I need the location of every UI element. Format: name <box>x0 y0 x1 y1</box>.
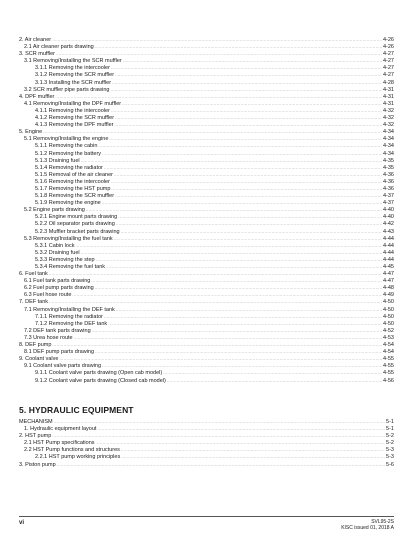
toc-dot-leader <box>57 461 385 468</box>
toc-entry[interactable] <box>19 79 394 86</box>
toc-entry-page: 4-36 <box>382 185 394 192</box>
toc-entry-title: 6.3 Fuel hose route <box>24 292 72 299</box>
toc-entry[interactable] <box>19 348 394 355</box>
toc-entry-page: 5-3 <box>386 454 394 461</box>
toc-dot-leader <box>106 263 382 270</box>
toc-entry-title: 7. DEF tank <box>19 299 49 306</box>
toc-entry-page: 4-44 <box>382 242 394 249</box>
toc-entry-title: 7.3 Urea hose route <box>24 334 73 341</box>
toc-entry[interactable] <box>19 142 394 149</box>
toc-entry-title: 2.2 HST Pump functions and structures <box>24 447 120 454</box>
toc-entry-page: 4-47 <box>382 271 394 278</box>
toc-entry-title: 4.1 Removing/Installing the DPF muffler <box>24 100 122 107</box>
toc-entry-page: 5-1 <box>386 419 394 425</box>
toc-entry-title: 9.1 Coolant valve parts drawing <box>24 363 102 370</box>
toc-entry-title: 3.1.1 Removing the intercooler <box>35 65 110 72</box>
toc-entry-title: 5.1.3 Draining fuel <box>35 157 80 164</box>
toc-dot-leader <box>108 320 382 327</box>
toc-dot-leader <box>86 206 382 213</box>
toc-entry-page: 4-35 <box>382 157 394 164</box>
toc-entry-title: 8.1 DEF pump parts drawing <box>24 349 95 356</box>
toc-entry-title: 5.2.1 Engine mount parts drawing <box>35 214 118 221</box>
toc-entry-page: 4-32 <box>382 122 394 129</box>
toc-entry-page: 4-34 <box>382 136 394 143</box>
toc-dot-leader <box>111 178 382 185</box>
toc-entry[interactable] <box>19 418 394 425</box>
toc-dot-leader <box>102 150 382 157</box>
toc-dot-leader <box>122 100 382 107</box>
toc-entry-title: 3. SCR muffler <box>19 51 55 58</box>
toc-entry-page: 4-52 <box>382 327 394 334</box>
toc-entry[interactable] <box>19 320 394 327</box>
toc-entry-title: 4.1.2 Removing the SCR muffler <box>35 115 115 122</box>
toc-dot-leader <box>49 270 382 277</box>
toc-entry-title: 5.3.1 Cabin lock <box>35 242 75 249</box>
toc-entry[interactable] <box>19 249 394 256</box>
toc-dot-leader <box>55 93 382 100</box>
toc-entry[interactable] <box>19 425 394 432</box>
toc-entry-page: 4-45 <box>382 264 394 270</box>
toc-entry[interactable] <box>19 71 394 78</box>
toc-entry-title: 7.1.1 Removing the radiator <box>35 313 103 320</box>
toc-entry-title: 5.2.3 Muffler bracket parts drawing <box>35 228 120 235</box>
toc-dot-leader <box>75 242 382 249</box>
toc-entry-title: 2. Air cleaner <box>19 37 52 43</box>
toc-dot-leader <box>121 446 385 453</box>
toc-dot-leader <box>92 327 382 334</box>
toc-entry-title: 2.2.1 HST pump working principles <box>35 454 121 461</box>
toc-entry-title: 5.2.2 Oil separator parts drawing <box>35 221 115 228</box>
toc-entry[interactable] <box>19 100 394 107</box>
toc-dot-leader <box>102 362 382 369</box>
toc-entry-page: 4-44 <box>382 249 394 256</box>
toc-entry-title: 5. Engine <box>19 129 43 136</box>
toc-entry-title: 7.1 Removing/Installing the DEF tank <box>24 306 115 313</box>
toc-dot-leader <box>43 128 382 135</box>
toc-entry-title: 5.3 Removing/Installing the fuel tank <box>24 235 113 242</box>
toc-dot-leader <box>96 256 382 263</box>
toc-entry-page: 4-55 <box>382 370 394 377</box>
toc-entry-title: 5.1.5 Removal of the air cleaner <box>35 171 113 178</box>
toc-entry-title: 6.1 Fuel tank parts drawing <box>24 278 91 285</box>
toc-dot-leader <box>95 43 382 50</box>
toc-dot-leader <box>115 192 382 199</box>
toc-dot-leader <box>167 377 382 384</box>
toc-dot-leader <box>54 418 385 425</box>
toc-entry[interactable] <box>19 277 394 284</box>
toc-entry[interactable] <box>19 270 394 277</box>
toc-dot-leader <box>97 425 385 432</box>
toc-dot-leader <box>111 185 382 192</box>
toc-entry-page: 4-50 <box>382 306 394 313</box>
toc-entry-title: MECHANISM <box>19 419 53 425</box>
toc-entry[interactable] <box>19 432 394 439</box>
toc-entry-page: 4-36 <box>382 178 394 185</box>
toc-entry-title: 4. DPF muffler <box>19 93 55 100</box>
toc-entry[interactable] <box>19 185 394 192</box>
toc-entry-title: 5.2 Engine parts drawing <box>24 207 85 214</box>
toc-entry-page: 4-31 <box>382 86 394 93</box>
toc-entry[interactable] <box>19 157 394 164</box>
toc-entry-title: 5.1.7 Removing the HST pump <box>35 185 111 192</box>
toc-entry[interactable] <box>19 135 394 142</box>
toc-dot-leader <box>49 298 382 305</box>
toc-entry[interactable] <box>19 242 394 249</box>
toc-list-hydraulic <box>19 418 394 468</box>
toc-entry-title: 2.1 HST Pump specifications <box>24 440 95 447</box>
toc-entry-page: 4-44 <box>382 256 394 263</box>
toc-entry-page: 4-36 <box>382 171 394 178</box>
toc-entry-title: 5.1 Removing/Installing the engine <box>24 136 109 143</box>
toc-entry-page: 4-56 <box>382 377 394 384</box>
toc-entry[interactable] <box>19 107 394 114</box>
toc-dot-leader <box>121 228 382 235</box>
toc-entry[interactable] <box>19 43 394 50</box>
toc-entry-page: 4-26 <box>382 37 394 43</box>
toc-dot-leader <box>104 164 382 171</box>
toc-dot-leader <box>91 277 382 284</box>
toc-dot-leader <box>104 313 382 320</box>
toc-dot-leader <box>114 171 382 178</box>
toc-entry-title: 3.2 SCR muffler pipe parts drawing <box>24 86 110 93</box>
toc-entry-page: 4-50 <box>382 313 394 320</box>
toc-entry[interactable] <box>19 220 394 227</box>
toc-entry-title: 5.1.1 Removing the cabin <box>35 143 98 150</box>
toc-dot-leader <box>98 142 382 149</box>
toc-entry[interactable] <box>19 199 394 206</box>
toc-entry[interactable] <box>19 171 394 178</box>
toc-dot-leader <box>123 57 382 64</box>
toc-entry-page: 5-3 <box>386 447 394 454</box>
toc-entry-title: 9.1.1 Coolant valve parts drawing (Open cab model) <box>35 370 163 377</box>
toc-dot-leader <box>52 432 385 439</box>
toc-dot-leader <box>81 157 382 164</box>
toc-entry-page: 4-55 <box>382 363 394 370</box>
toc-entry-page: 4-37 <box>382 200 394 207</box>
toc-entry-page: 4-37 <box>382 193 394 200</box>
toc-entry-title: 9.1.2 Coolant valve parts drawing (Closed cab model) <box>35 377 166 384</box>
toc-entry-page: 4-34 <box>382 143 394 150</box>
toc-entry[interactable] <box>19 327 394 334</box>
toc-entry-page: 4-26 <box>382 44 394 51</box>
toc-entry[interactable] <box>19 178 394 185</box>
toc-entry[interactable] <box>19 306 394 313</box>
toc-entry[interactable] <box>19 313 394 320</box>
toc-dot-leader <box>112 79 382 86</box>
toc-entry-title: 5.1.6 Removing the intercooler <box>35 178 110 185</box>
toc-entry[interactable] <box>19 291 394 298</box>
toc-entry-page: 4-35 <box>382 164 394 171</box>
toc-dot-leader <box>116 220 382 227</box>
toc-entry-title: 7.1.2 Removing the DEF tank <box>35 320 108 327</box>
toc-entry-title: 5.1.2 Removing the battery <box>35 150 102 157</box>
toc-entry-page: 5-2 <box>386 440 394 447</box>
footer-issue: KISC issued 01, 2018 A <box>341 525 394 531</box>
toc-entry-page: 4-27 <box>382 72 394 79</box>
toc-dot-leader <box>111 107 382 114</box>
toc-entry-page: 4-43 <box>382 228 394 235</box>
toc-dot-leader <box>52 36 382 43</box>
toc-entry-page: 4-47 <box>382 278 394 285</box>
toc-dot-leader <box>74 334 382 341</box>
toc-entry-title: 1. Hydraulic equipment layout <box>24 426 97 433</box>
section-heading: 5. HYDRAULIC EQUIPMENT <box>19 405 134 415</box>
toc-entry-title: 3.1.2 Removing the SCR muffler <box>35 72 115 79</box>
toc-entry-page: 4-42 <box>382 221 394 228</box>
toc-entry-page: 4-34 <box>382 150 394 157</box>
toc-dot-leader <box>114 235 382 242</box>
toc-entry[interactable] <box>19 446 394 453</box>
toc-entry[interactable] <box>19 86 394 93</box>
toc-entry-title: 2.1 Air cleaner parts drawing <box>24 44 94 51</box>
toc-entry[interactable] <box>19 284 394 291</box>
toc-dot-leader <box>116 306 382 313</box>
toc-dot-leader <box>81 249 382 256</box>
toc-entry[interactable] <box>19 263 394 270</box>
toc-dot-leader <box>115 114 382 121</box>
toc-entry-title: 5.3.3 Removing the step <box>35 256 95 263</box>
toc-entry-page: 4-32 <box>382 115 394 122</box>
toc-entry[interactable] <box>19 164 394 171</box>
toc-entry[interactable] <box>19 128 394 135</box>
toc-entry-title: 5.1.4 Removing the radiator <box>35 164 103 171</box>
toc-entry-page: 4-31 <box>382 100 394 107</box>
toc-entry-page: 4-50 <box>382 320 394 327</box>
toc-entry-page: 4-34 <box>382 129 394 136</box>
toc-entry[interactable] <box>19 206 394 213</box>
toc-entry-page: 4-50 <box>382 299 394 306</box>
toc-entry-title: 7.2 DEF tank parts drawing <box>24 327 91 334</box>
toc-dot-leader <box>114 121 382 128</box>
toc-entry-page: 4-44 <box>382 235 394 242</box>
toc-dot-leader <box>102 199 382 206</box>
toc-entry-page: 4-31 <box>382 93 394 100</box>
toc-entry[interactable] <box>19 50 394 57</box>
toc-dot-leader <box>111 86 382 93</box>
toc-entry-page: 4-27 <box>382 58 394 65</box>
toc-entry[interactable] <box>19 369 394 376</box>
toc-entry[interactable] <box>19 228 394 235</box>
toc-entry[interactable] <box>19 114 394 121</box>
toc-entry-page: 4-53 <box>382 334 394 341</box>
toc-entry-page: 4-55 <box>382 356 394 363</box>
toc-entry[interactable] <box>19 439 394 446</box>
toc-entry-title: 5.1.8 Removing the SCR muffler <box>35 193 115 200</box>
toc-entry-title: 5.3.2 Draining fuel <box>35 249 80 256</box>
toc-entry[interactable] <box>19 461 394 468</box>
toc-entry[interactable] <box>19 298 394 305</box>
toc-dot-leader <box>72 291 382 298</box>
toc-entry-page: 4-49 <box>382 292 394 299</box>
toc-entry-title: 3. Piston pump <box>19 461 56 468</box>
toc-entry-title: 8. DEF pump <box>19 342 52 349</box>
toc-dot-leader <box>109 135 382 142</box>
toc-entry-title: 5.1.9 Removing the engine <box>35 200 101 207</box>
footer-model: SVL95-2S <box>371 519 394 525</box>
toc-dot-leader <box>163 369 382 376</box>
toc-entry-page: 4-40 <box>382 214 394 221</box>
toc-entry[interactable] <box>19 362 394 369</box>
toc-entry-page: 5-1 <box>386 426 394 433</box>
toc-entry-title: 2. HST pump <box>19 433 52 440</box>
toc-entry[interactable] <box>19 453 394 460</box>
toc-entry-page: 4-48 <box>382 285 394 292</box>
toc-dot-leader <box>59 355 382 362</box>
toc-dot-leader <box>56 50 382 57</box>
toc-entry-title: 4.1.1 Removing the intercooler <box>35 107 110 114</box>
toc-entry[interactable] <box>19 256 394 263</box>
toc-entry[interactable] <box>19 192 394 199</box>
toc-entry[interactable] <box>19 334 394 341</box>
toc-entry[interactable] <box>19 121 394 128</box>
toc-list-engine <box>19 36 394 384</box>
toc-dot-leader <box>115 71 382 78</box>
footer-divider <box>19 516 394 517</box>
toc-entry[interactable] <box>19 93 394 100</box>
toc-entry-page: 4-40 <box>382 207 394 214</box>
toc-dot-leader <box>121 453 385 460</box>
toc-dot-leader <box>95 284 382 291</box>
toc-entry-page: 4-27 <box>382 51 394 58</box>
toc-entry-page: 4-27 <box>382 65 394 72</box>
toc-entry-page: 4-28 <box>382 79 394 86</box>
footer-page-number: vi <box>19 520 25 526</box>
toc-entry[interactable] <box>19 235 394 242</box>
toc-entry-title: 3.1.3 Installing the SCR muffler <box>35 79 112 86</box>
toc-entry-page: 5-6 <box>386 461 394 468</box>
toc-entry-title: 6.2 Fuel pump parts drawing <box>24 285 94 292</box>
toc-entry-title: 9. Coolant valve <box>19 356 59 363</box>
toc-entry[interactable] <box>19 150 394 157</box>
toc-entry[interactable] <box>19 213 394 220</box>
toc-dot-leader <box>52 341 382 348</box>
toc-entry[interactable] <box>19 64 394 71</box>
toc-entry-page: 4-54 <box>382 349 394 356</box>
toc-dot-leader <box>95 348 382 355</box>
toc-entry[interactable] <box>19 36 394 43</box>
toc-entry[interactable] <box>19 341 394 348</box>
toc-entry-page: 4-54 <box>382 342 394 349</box>
toc-entry-title: 3.1 Removing/Installing the SCR muffler <box>24 58 122 65</box>
toc-entry-page: 4-32 <box>382 107 394 114</box>
toc-entry-title: 4.1.3 Removing the DPF muffler <box>35 122 114 129</box>
toc-entry-title: 6. Fuel tank <box>19 271 48 278</box>
footer-model-info <box>341 519 394 531</box>
toc-dot-leader <box>96 439 386 446</box>
toc-entry[interactable] <box>19 355 394 362</box>
toc-entry-title: 5.3.4 Removing the fuel tank <box>35 264 106 270</box>
toc-entry[interactable] <box>19 57 394 64</box>
toc-dot-leader <box>118 213 382 220</box>
toc-entry-page: 5-2 <box>386 433 394 440</box>
toc-entry[interactable] <box>19 377 394 384</box>
toc-dot-leader <box>111 64 382 71</box>
